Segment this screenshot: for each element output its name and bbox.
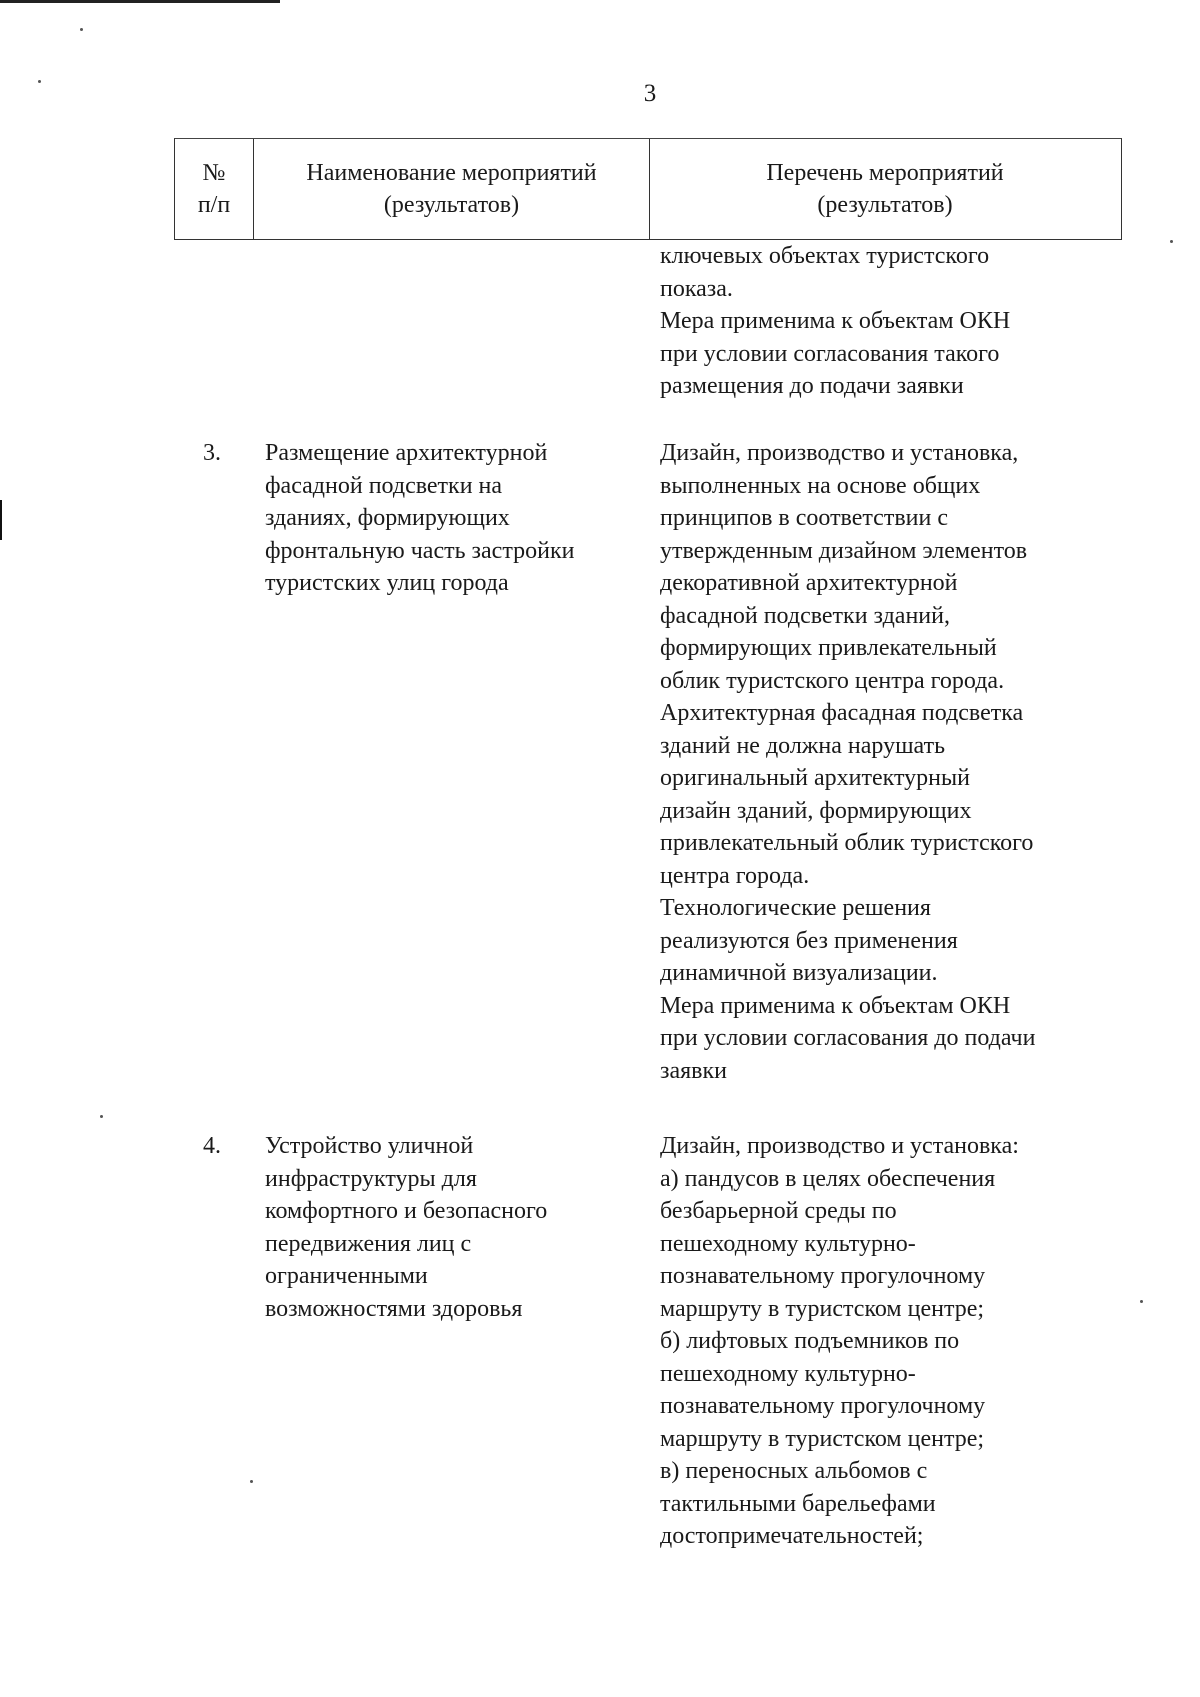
scan-speck	[80, 28, 83, 31]
scan-speck	[250, 1480, 253, 1483]
header-col-name-label: Наименование мероприятий (результатов)	[306, 160, 597, 218]
scan-speck	[1170, 240, 1173, 243]
row-3-list-text: Дизайн, производство и установка, выполненных на основе общих принципов в соответствии с утвержденным дизайном элементов декоративной архитектурной фасадной подсветки зданий, формирующих привлекательный облик туристского центра города. Архитектурная фасадная подсветка зданий не должна нарушать оригинальный архитектурный дизайн зданий, формирующих привлекательный облик туристского центра города. Технологические решения реализуются без применения динамичной визуализации. Мера применима к объектам ОКН при условии согласования до подачи заявки	[660, 440, 1036, 1084]
row-3-number: 3.	[203, 440, 221, 466]
row-4-name: Устройство уличной инфраструктуры для комфортного и безопасного передвижения лиц с ограниченными возможностями здоровья	[265, 1133, 548, 1322]
scan-speck	[100, 1115, 103, 1118]
row-4-number: 4.	[203, 1133, 221, 1159]
scan-edge-artifact	[0, 0, 280, 3]
row-4-list-text: Дизайн, производство и установка: а) пандусов в целях обеспечения безбарьерной среды по пешеходному культурно- познавательному прогулочному маршруту в туристском центре; б) лифтовых подъемников по пешеходному культурно- познавательному прогулочному маршруту в туристском центре; в) переносных альбомов с тактильными барельефами достопримечательностей;	[660, 1133, 1019, 1549]
scan-speck	[38, 80, 41, 83]
header-col-list	[650, 139, 1120, 239]
header-col-number	[175, 139, 254, 239]
continuation-list-text: ключевых объектах туристского показа. Мера применима к объектам ОКН при условии согласования такого размещения до подачи заявки	[660, 243, 1011, 399]
scan-speck	[1140, 1300, 1143, 1303]
page-number: 3	[643, 80, 657, 107]
scan-margin-mark	[0, 500, 2, 540]
header-col-list-label: Перечень мероприятий (результатов)	[766, 160, 1004, 218]
header-col-number-label: № п/п	[197, 160, 231, 218]
table-header	[174, 138, 1122, 240]
row-3-name: Размещение архитектурной фасадной подсветки на зданиях, формирующих фронтальную часть застройки туристских улиц города	[265, 440, 575, 596]
header-col-name	[254, 139, 650, 239]
